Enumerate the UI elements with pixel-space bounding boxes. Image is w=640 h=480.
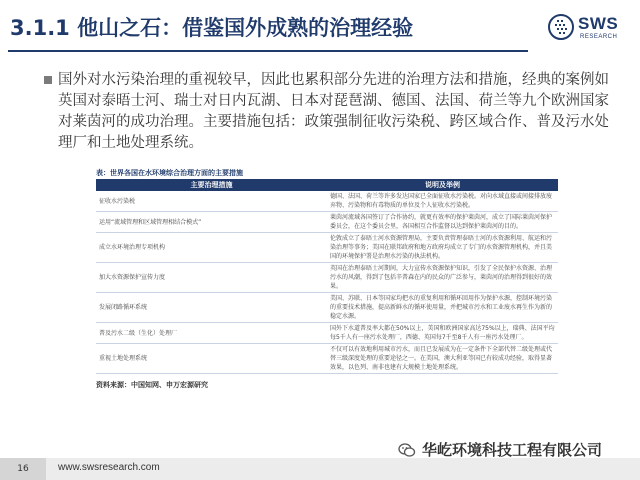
- title-bar: [10, 8, 530, 48]
- description-cell: 美国、苏联、日本等国家均把水的重复利用和循环回用作为保护水源，控制环境污染的重要技术措施，提高新鲜水的循环使用量，并把城市污水和工业废水再生作为新的稳定水源。: [327, 293, 558, 323]
- measure-cell: 运用“流域管理和区域管理相结合模式”: [96, 212, 327, 233]
- page-title: 3.1.1 他山之石：借鉴国外成熟的治理经验: [10, 16, 414, 40]
- page-number: 16: [0, 458, 46, 480]
- table-source: 资料来源：中国知网、申万宏源研究: [96, 381, 208, 389]
- measure-cell: 征收水污染税: [96, 191, 327, 212]
- description-cell: 英国在治理泰晤士河期间，大力宣传水资源保护知识，引发了全民保护水资源、治理污水的风潮，得到了包括辛普森在内的民众的广泛参与，莱茵河的治理得到很好的效果。: [327, 263, 558, 293]
- sws-logo-text: SWS: [578, 14, 619, 33]
- wechat-icon: [398, 441, 416, 459]
- square-bullet-icon: [44, 76, 52, 84]
- column-header-description: 说明及举例: [327, 179, 558, 191]
- measures-table-block: [96, 167, 558, 390]
- measures-table: [96, 179, 558, 374]
- watermark-text: 华屹环境科技工程有限公司: [422, 441, 603, 459]
- measure-cell: 重视土地处理系统: [96, 344, 327, 374]
- intro-bullet: [58, 70, 618, 154]
- table-row: [96, 323, 558, 344]
- intro-text: 国外对水污染治理的重视较早，因此也累积部分先进的治理方法和措施，经典的案例如英国对泰晤士河、瑞士对日内瓦湖、日本对琵琶湖、德国、法国、荷兰等九个欧洲国家对莱茵河的成功治理。主要措施包括：政策强制征收污染税、跨区域合作、普及污水处理厂和土地处理系统。: [58, 72, 609, 151]
- table-row: [96, 233, 558, 263]
- table-row: [96, 191, 558, 212]
- description-cell: 德国、法国、荷兰等许多发达国家已全面征收水污染税。对向水域直接或间接排放废弃物、污染物和有毒物质的单位及个人征收水污染税。: [327, 191, 558, 212]
- sws-logo-subtext: RESEARCH: [580, 34, 618, 40]
- watermark: [398, 438, 638, 462]
- sws-logo: [548, 10, 634, 44]
- title-divider: [8, 50, 528, 52]
- table-row: [96, 263, 558, 293]
- description-cell: 莱茵河流域各国签订了合作协约，就更有效率的保护莱茵河，成立了国际莱茵河保护委员会，在这个委员会里，各国相互合作监督以达到保护莱茵河的目的。: [327, 212, 558, 233]
- footer-url[interactable]: www.swsresearch.com: [58, 462, 160, 473]
- table-caption: 表：世界各国在水环境综合治理方面的主要措施: [96, 169, 243, 177]
- measure-cell: 成立水环境治理专项机构: [96, 233, 327, 263]
- measure-cell: 普及污水二级（生化）处理厂: [96, 323, 327, 344]
- description-cell: 不仅可以有效地利用城市污水，而且已发展成为在一定条件下全部代替二级处理或代替三级深度处理的重要途径之一。在美国，澳大利亚等国已有较成功经验，取得显著效果，以色列、南非也建有大规模土地处理系统。: [327, 344, 558, 374]
- sws-logo-icon: [548, 14, 574, 40]
- table-row: [96, 212, 558, 233]
- measure-cell: 加大水资源保护宣传力度: [96, 263, 327, 293]
- column-header-measure: 主要治理措施: [96, 179, 327, 191]
- description-cell: 伦敦成立了泰晤士河水资源管理局，主要负责管理泰晤士河的水资源利用、航运和污染治理等事务；美国在联邦政府和地方政府均成立了专门的水资源管理机构，并且美国的环境保护署是治理水污染的执法机构。: [327, 233, 558, 263]
- measure-cell: 发展闭路循环系统: [96, 293, 327, 323]
- table-header-row: [96, 179, 558, 191]
- table-row: [96, 293, 558, 323]
- table-row: [96, 344, 558, 374]
- description-cell: 国外下水道普及率大都在50%以上，美国和欧洲国家高达75%以上，瑞典、法国平均每5千人有一座污水处理厂，西德、英国每7千至8千人有一座污水处理厂。: [327, 323, 558, 344]
